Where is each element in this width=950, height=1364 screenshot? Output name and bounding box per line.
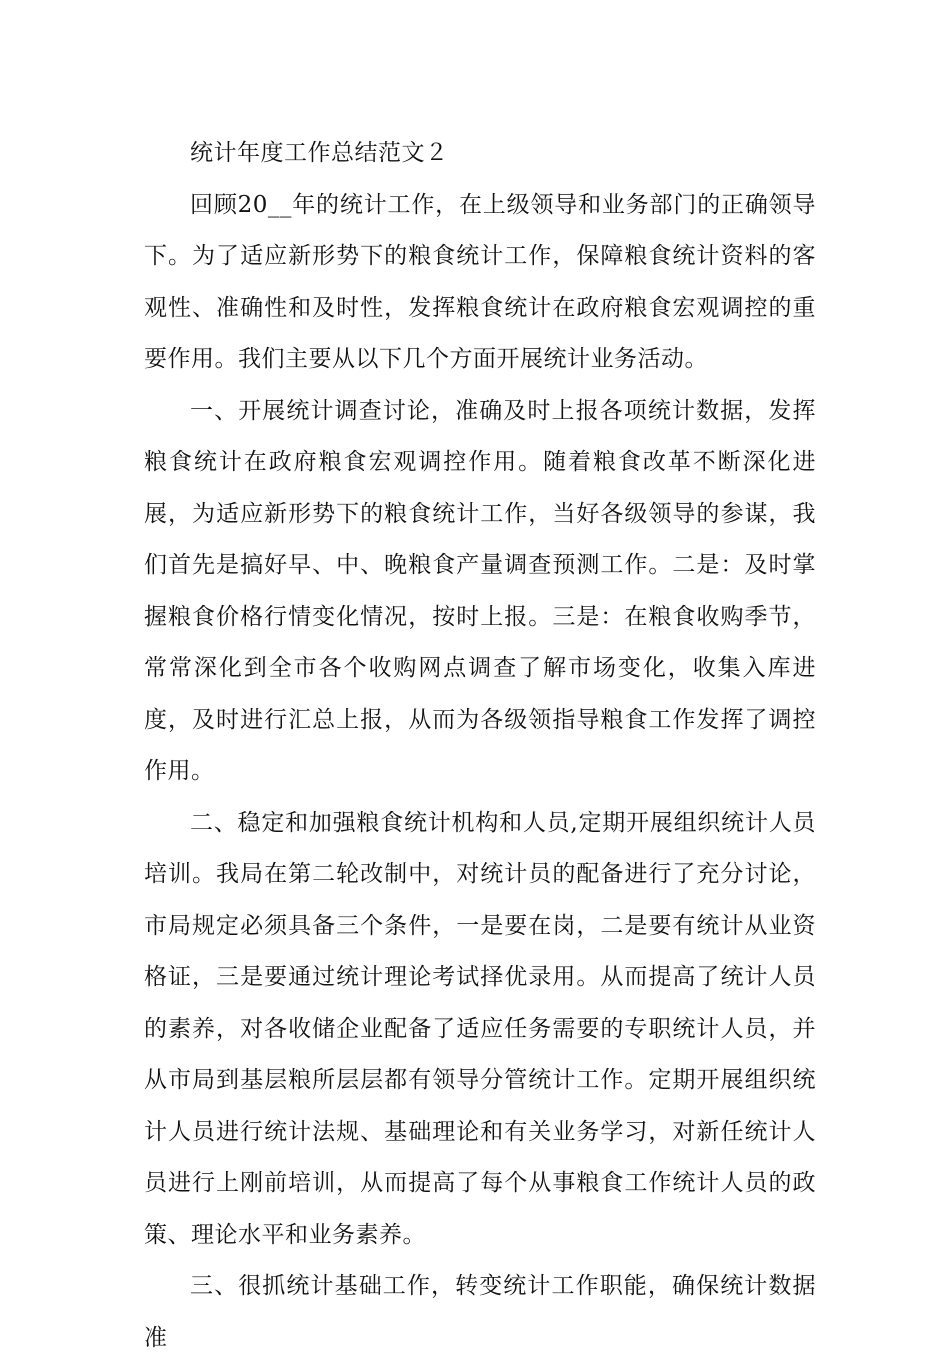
document-body (144, 128, 816, 1364)
paragraph-intro: 回顾20__年的统计工作，在上级领导和业务部门的正确领导下。为了适应新形势下的粮食统计工作，保障粮食统计资料的客观性、准确性和及时性，发挥粮食统计在政府粮食宏观调控的重要作用。我们主要从以下几个方面开展统计业务活动。 (144, 191, 816, 372)
document-title: 统计年度工作总结范文２ (190, 140, 449, 166)
paragraph-section-2: 二、稳定和加强粮食统计机构和人员,定期开展组织统计人员培训。我局在第二轮改制中，对统计员的配备进行了充分讨论，市局规定必须具备三个条件，一是要在岗，二是要有统计从业资格证，三是要通过统计理论考试择优录用。从而提高了统计人员的素养，对各收储企业配备了适应任务需要的专职统计人员，并从市局到基层粮所层层都有领导分管统计工作。定期开展组织统计人员进行统计法规、基础理论和有关业务学习，对新任统计人员进行上刚前培训，从而提高了每个从事粮食工作统计人员的政策、理论水平和业务素养。 (144, 809, 816, 1248)
paragraph-section-3: 三、很抓统计基础工作，转变统计工作职能，确保统计数据准 (144, 1273, 816, 1351)
paragraph-section-1: 一、开展统计调查讨论，准确及时上报各项统计数据，发挥粮食统计在政府粮食宏观调控作用。随着粮食改革不断深化进展，为适应新形势下的粮食统计工作，当好各级领导的参谋，我们首先是搞好早、中、晚粮食产量调查预测工作。二是：及时掌握粮食价格行情变化情况，按时上报。三是：在粮食收购季节，常常深化到全市各个收购网点调查了解市场变化，收集入库进度，及时进行汇总上报，从而为各级领指导粮食工作发挥了调控作用。 (144, 397, 816, 784)
